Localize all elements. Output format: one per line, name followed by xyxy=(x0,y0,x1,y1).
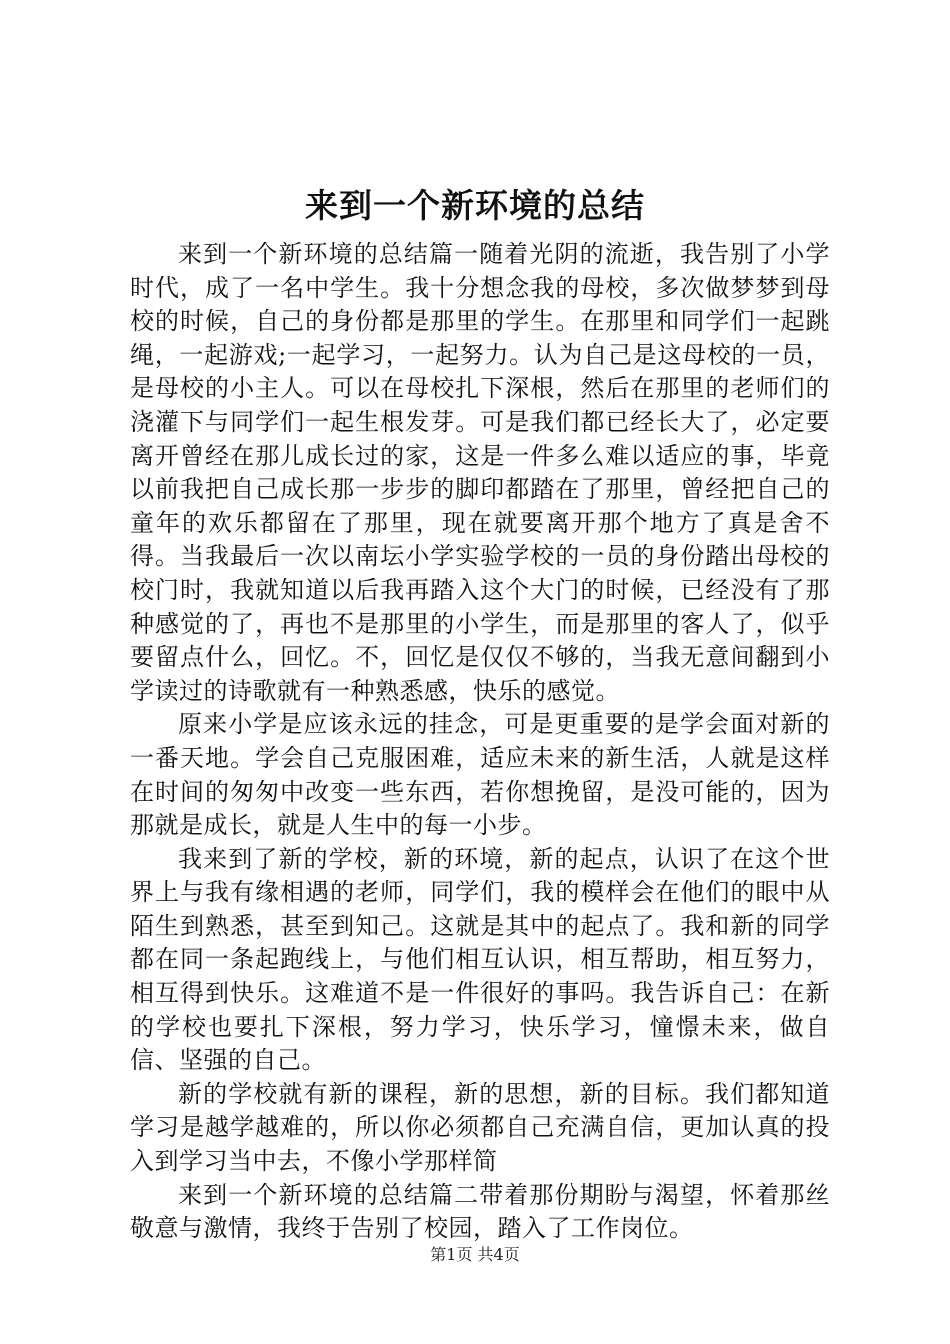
paragraph-1: 来到一个新环境的总结篇一随着光阴的流逝，我告别了小学时代，成了一名中学生。我十分想念我的母校，多次做梦梦到母校的时候，自己的身份都是那里的学生。在那里和同学们一起跳绳，一起游戏;一起学习，一起努力。认为自己是这母校的一员，是母校的小主人。可以在母校扎下深根，然后在那里的老师们的浇灌下与同学们一起生根发芽。可是我们都已经长大了，必定要离开曾经在那儿成长过的家，这是一件多么难以适应的事，毕竟以前我把自己成长那一步步的脚印都踏在了那里，曾经把自己的童年的欢乐都留在了那里，现在就要离开那个地方了真是舍不得。当我最后一次以南坛小学实验学校的一员的身份踏出母校的校门时，我就知道以后我再踏入这个大门的时候，已经没有了那种感觉的了，再也不是那里的小学生，而是那里的客人了，似乎要留点什么，回忆。不，回忆是仅仅不够的，当我无意间翻到小学读过的诗歌就有一种熟悉感，快乐的感觉。 xyxy=(130,240,830,705)
paragraph-5: 来到一个新环境的总结篇二带着那份期盼与渴望，怀着那丝敬意与激情，我终于告别了校园，踏入了工作岗位。 xyxy=(130,1180,830,1243)
document-title: 来到一个新环境的总结 xyxy=(305,186,645,225)
paragraph-3: 我来到了新的学校，新的环境，新的起点，认识了在这个世界上与我有缘相遇的老师，同学们，我的模样会在他们的眼中从陌生到熟悉，甚至到知己。这就是其中的起点了。我和新的同学都在同一条起跑线上，与他们相互认识，相互帮助，相互努力，相互得到快乐。这难道不是一件很好的事吗。我告诉自己：在新的学校也要扎下深根，努力学习，快乐学习，憧憬未来，做自信、坚强的自己。 xyxy=(130,844,830,1075)
paragraph-2: 原来小学是应该永远的挂念，可是更重要的是学会面对新的一番天地。学会自己克服困难，适应未来的新生活，人就是这样在时间的匆匆中改变一些东西，若你想挽留，是没可能的，因为那就是成长，就是人生中的每一小步。 xyxy=(130,710,830,840)
page-number-footer: 第1页 共4页 xyxy=(430,1245,520,1264)
paragraph-4: 新的学校就有新的课程，新的思想，新的目标。我们都知道学习是越学越难的，所以你必须都自己充满自信，更加认真的投入到学习当中去，不像小学那样简 xyxy=(130,1079,830,1176)
document-body xyxy=(130,238,830,1246)
